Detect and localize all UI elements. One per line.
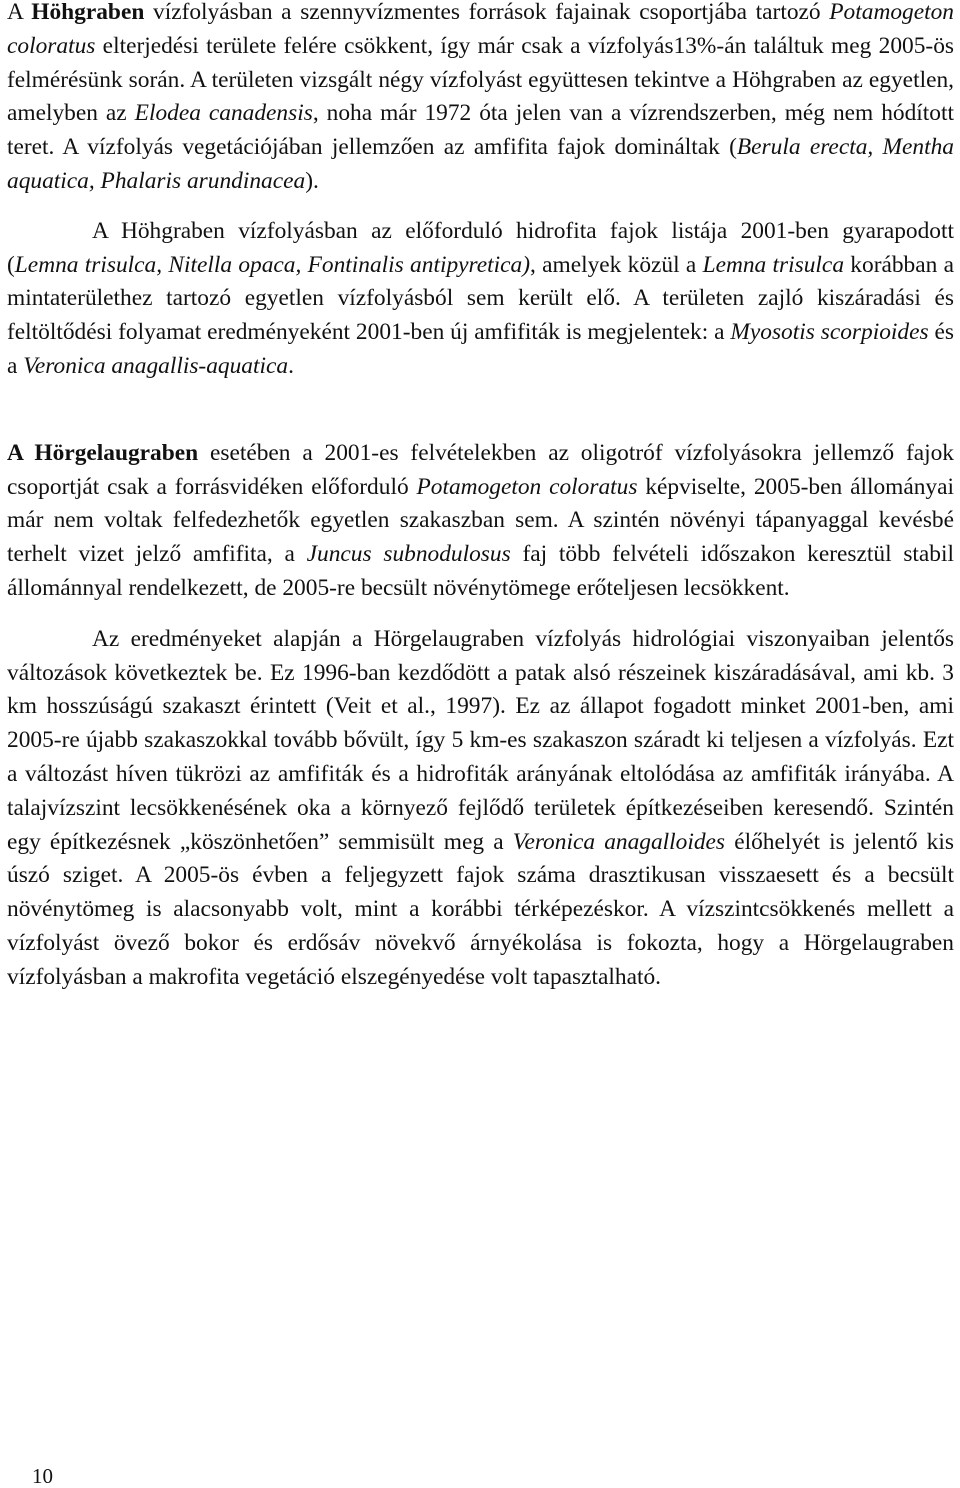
text-run: képviselte, 2005-ben állományai már nem voltak felfedezhetők egyetlen szakaszban sem. A szintén növényi tápanyaggal kevésbé terhelt vizet jelző amfifita, a: [7, 473, 954, 568]
species-name: Berula erecta, Mentha aquatica, Phalaris arundinacea: [7, 134, 954, 194]
species-name: Elodea canadensis: [134, 100, 313, 127]
document-page: [7, 0, 954, 995]
text-run: vízfolyásban a szennyvízmentes források fajainak csoportjába tartozó: [144, 0, 830, 25]
text-run: , amelyek közül a: [530, 251, 703, 278]
text-run: ).: [305, 167, 319, 194]
stream-name: Höhgraben: [31, 0, 145, 25]
species-name: Lemna trisulca: [702, 251, 845, 278]
text-run: A: [7, 0, 32, 25]
text-run: elterjedési területe felére csökkent, így már csak a vízfolyás13%-án találtuk meg 2005-ös felmérésünk során. A területen vizsgált négy vízfolyást együttesen tekintve a Höhgraben az egyetlen, amelyben az: [7, 32, 954, 127]
species-name: Veronica anagallis-aquatica: [23, 352, 289, 379]
text-run: .: [288, 352, 294, 379]
text-run: Az eredményeket alapján a Hörgelaugraben vízfolyás hidrológiai viszonyaiban jelentős változások következtek be. Ez 1996-ban kezdődött a patak alsó részeinek kiszáradásával, ami kb. 3 km hosszúságú szakaszt érintett (Veit et al., 1997). Ez az állapot fogadott minket 2001-ben, ami 2005-re újabb szakaszokkal tovább bővült, így 5 km-es szakaszon száradt ki teljesen a vízfolyás. Ezt a változást híven tükrözi az amfifiták és a hidrofiták arányának eltolódása az amfifiták irányába. A talajvízszint lecsökkenésének oka a környező fejlődő területek építkezéseiben keresendő. Szintén egy építkezésnek „köszönhetően” semmisült meg a: [7, 625, 954, 855]
paragraph-hohgraben-intro: [7, 0, 954, 199]
text-run: esetében a 2001-es felvételekben az oligotróf vízfolyásokra jellemző fajok csoportját csak a forrásvidéken előforduló: [7, 439, 955, 500]
text-run: A Höhgraben vízfolyásban az előforduló hidrofita fajok listája 2001-ben gyarapodott (: [7, 217, 954, 278]
page-number: 10: [32, 1464, 53, 1488]
paragraph-horgelaugraben-hydrology: [7, 623, 954, 995]
species-name: Lemna trisulca, Nitella opaca, Fontinalis antipyretica): [14, 251, 531, 278]
species-name: Myosotis scorpioides: [730, 319, 929, 346]
species-name: Veronica anagalloides: [512, 828, 726, 855]
stream-name: A Hörgelaugraben: [7, 439, 199, 466]
species-name: Potamogeton coloratus: [7, 0, 954, 59]
species-name: Potamogeton coloratus: [416, 473, 638, 500]
text-run: élőhelyét is jelentő kis úszó sziget. A 2005-ös évben a feljegyzett fajok száma drasztikusan visszaesett és a becsült növénytömeg is alacsonyabb volt, mint a korábbi térképezéskor. A vízszintcsökkenés mellett a vízfolyást övező bokor és erdősáv növekvő árnyékolása is fokozta, hogy a Hörgelaugraben vízfolyásban a makrofita vegetáció elszegényedése volt tapasztalható.: [7, 828, 954, 990]
text-run: és a: [7, 319, 954, 379]
text-run: faj több felvételi időszakon keresztül stabil állománnyal rendelkezett, de 2005-re becsült növénytömege erőteljesen lecsökkent.: [7, 541, 954, 601]
paragraph-horgelaugraben-intro: [7, 437, 954, 606]
text-run: korábban a mintaterülethez tartozó egyetlen vízfolyásból sem került elő. A területen zajló kiszáradási és feltöltődési folyamat eredményeként 2001-ben új amfifiták is megjelentek: a: [7, 251, 954, 346]
text-run: , noha már 1972 óta jelen van a vízrendszerben, még nem hódított teret. A vízfolyás vegetációjában jellemzően az amfifita fajok domináltak (: [7, 100, 954, 161]
paragraph-hohgraben-hydrophytes: [7, 215, 954, 384]
species-name: Juncus subnodulosus: [306, 541, 511, 568]
